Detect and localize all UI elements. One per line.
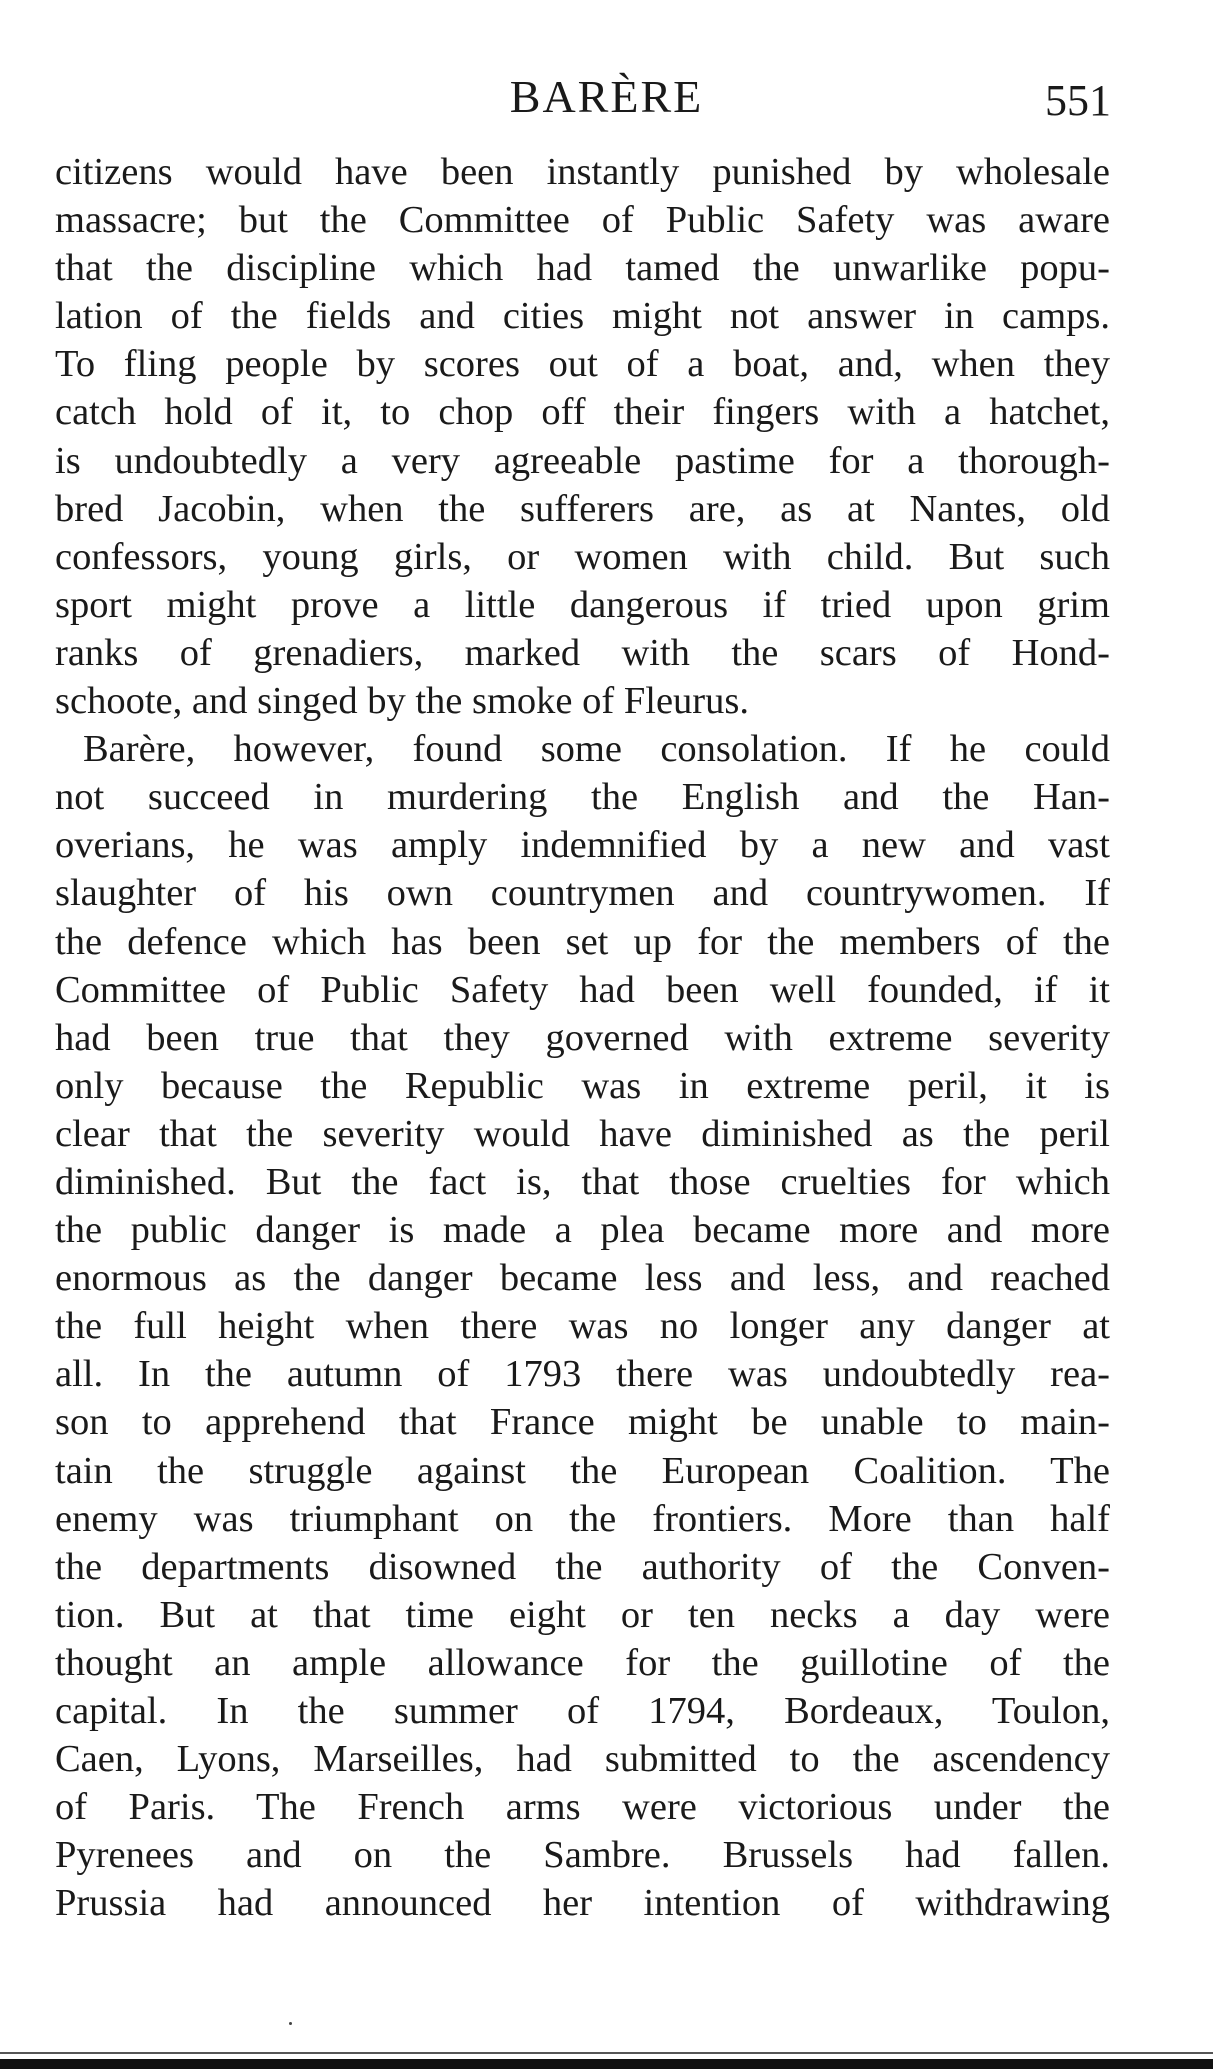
text-line-paragraph-end: schoote, and singed by the smoke of Fleurus. <box>55 680 749 723</box>
text-line: Committee of Public Safety had been well founded, if it <box>55 968 1110 1011</box>
running-head: BARÈRE <box>509 71 704 122</box>
text-line: To fling people by scores out of a boat, and, when they <box>55 343 1110 386</box>
text-line: not succeed in murdering the English and the Han- <box>55 776 1110 819</box>
text-line: that the discipline which had tamed the unwarlike popu- <box>55 247 1110 290</box>
page-edge-line <box>0 2052 1213 2054</box>
text-line: the full height when there was no longer any danger at <box>55 1305 1110 1348</box>
page-bottom-edge <box>0 2059 1213 2069</box>
text-line: overians, he was amply indemnified by a new and vast <box>55 824 1110 867</box>
text-line: had been true that they governed with extreme severity <box>55 1016 1110 1059</box>
text-line: is undoubtedly a very agreeable pastime for a thorough- <box>55 439 1110 482</box>
text-line: ranks of grenadiers, marked with the scars of Hond- <box>55 631 1110 674</box>
text-line: catch hold of it, to chop off their fingers with a hatchet, <box>55 391 1110 434</box>
text-line: enemy was triumphant on the frontiers. More than half <box>55 1497 1110 1540</box>
page-header <box>0 62 1213 132</box>
body-text <box>55 148 1110 1927</box>
text-line: son to apprehend that France might be unable to main- <box>55 1401 1110 1444</box>
text-line: clear that the severity would have diminished as the peril <box>55 1112 1110 1155</box>
text-line: confessors, young girls, or women with child. But such <box>55 535 1110 578</box>
text-line: tain the struggle against the European Coalition. The <box>55 1449 1110 1492</box>
text-line: Pyrenees and on the Sambre. Brussels had fallen. <box>55 1834 1110 1877</box>
print-speck <box>289 2022 292 2025</box>
text-line: diminished. But the fact is, that those cruelties for which <box>55 1160 1110 1203</box>
text-line: slaughter of his own countrymen and countrywomen. If <box>55 872 1110 915</box>
text-line: only because the Republic was in extreme peril, it is <box>55 1064 1110 1107</box>
text-line: tion. But at that time eight or ten necks a day were <box>55 1593 1110 1636</box>
text-line: Caen, Lyons, Marseilles, had submitted to the ascendency <box>55 1738 1110 1781</box>
text-line: enormous as the danger became less and less, and reached <box>55 1257 1110 1300</box>
text-line: the defence which has been set up for the members of the <box>55 920 1110 963</box>
text-line: bred Jacobin, when the sufferers are, as at Nantes, old <box>55 487 1110 530</box>
text-line-paragraph-start: Barère, however, found some consolation. If he could <box>83 728 1110 771</box>
text-line: thought an ample allowance for the guillotine of the <box>55 1641 1110 1684</box>
text-line: the public danger is made a plea became more and more <box>55 1209 1110 1252</box>
page-number: 551 <box>1045 76 1111 125</box>
text-line: of Paris. The French arms were victorious under the <box>55 1786 1110 1829</box>
text-line: massacre; but the Committee of Public Safety was aware <box>55 199 1110 242</box>
text-line: Prussia had announced her intention of withdrawing <box>55 1882 1110 1925</box>
text-line: all. In the autumn of 1793 there was undoubtedly rea- <box>55 1353 1110 1396</box>
text-line: lation of the fields and cities might not answer in camps. <box>55 295 1110 338</box>
text-line: citizens would have been instantly punished by wholesale <box>55 151 1110 193</box>
text-line: sport might prove a little dangerous if tried upon grim <box>55 583 1110 626</box>
text-line: capital. In the summer of 1794, Bordeaux, Toulon, <box>55 1690 1110 1732</box>
text-line: the departments disowned the authority of the Conven- <box>55 1545 1110 1588</box>
